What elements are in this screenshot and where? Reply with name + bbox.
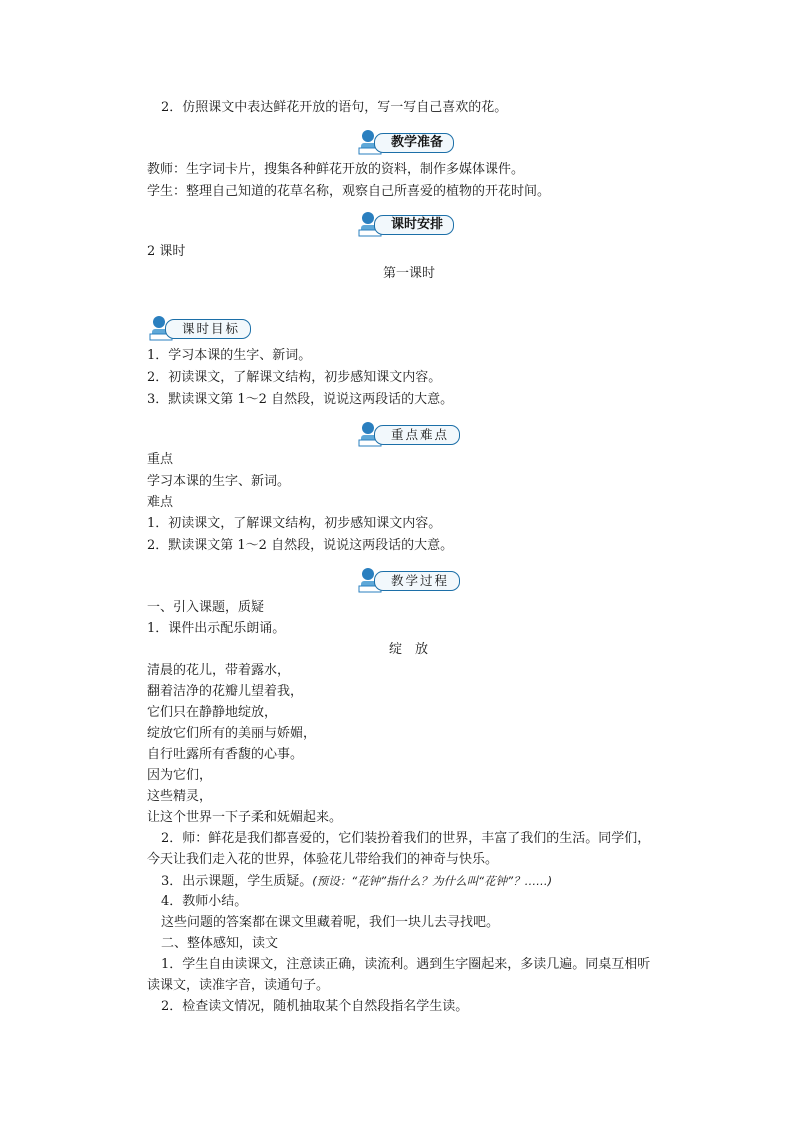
- poem-line: 让这个世界一下子柔和妩媚起来。: [147, 810, 343, 825]
- banner-keypoints-label: 重点难点: [374, 425, 460, 445]
- banner-goals-label: 课时目标: [165, 319, 251, 339]
- step-1-1: 1．课件出示配乐朗诵。: [147, 621, 286, 636]
- step-1-2a: 2．师：鲜花是我们都喜爱的，它们装扮着我们的世界，丰富了我们的生活。同学们，: [161, 831, 651, 846]
- step-1-4b: 这些问题的答案都在课文里藏着呢，我们一块儿去寻找吧。: [161, 915, 500, 930]
- banner-schedule-label: 课时安排: [374, 215, 454, 235]
- prep-teacher: 教师：生字词卡片，搜集各种鲜花开放的资料，制作多媒体课件。: [147, 162, 525, 177]
- key-body: 学习本课的生字、新词。: [147, 474, 291, 489]
- banner-process-label: 教学过程: [374, 571, 460, 591]
- poem-line: 清晨的花儿，带着露水，: [147, 663, 291, 678]
- diff-item-1: 1．初读课文，了解课文结构，初步感知课文内容。: [147, 516, 442, 531]
- diff-item-2: 2．默读课文第 1～2 自然段，说说这两段话的大意。: [147, 538, 454, 553]
- poem-title: 绽 放: [389, 642, 429, 657]
- poem-line: 因为它们，: [147, 768, 213, 783]
- step-1-4: 4．教师小结。: [161, 894, 248, 909]
- top-line: 2．仿照课文中表达鲜花开放的语句，写一写自己喜欢的花。: [161, 100, 508, 115]
- key-head: 重点: [147, 452, 174, 467]
- step-1-3-text: 3．出示课题，学生质疑。: [161, 874, 313, 889]
- poem-line: 绽放它们所有的美丽与娇媚，: [147, 726, 317, 741]
- prep-student: 学生：整理自己知道的花草名称，观察自己所喜爱的植物的开花时间。: [147, 184, 551, 199]
- step-1-3-note: (预设：“花钟”指什么？为什么叫“花钟”？……): [312, 874, 553, 888]
- goal-2: 2．初读课文，了解课文结构，初步感知课文内容。: [147, 370, 442, 385]
- goal-3: 3．默读课文第 1～2 自然段，说说这两段话的大意。: [147, 392, 454, 407]
- step-2-1a: 1．学生自由读课文，注意读正确，读流利。遇到生字圈起来，多读几遍。同桌互相听: [161, 957, 651, 972]
- step-1-3: [161, 872, 552, 891]
- step-2-2: 2．检查读文情况，随机抽取某个自然段指名学生读。: [161, 999, 469, 1014]
- schedule-first: 第一课时: [383, 266, 436, 281]
- schedule-hours: 2 课时: [147, 244, 186, 259]
- diff-head: 难点: [147, 495, 174, 510]
- banner-prep-label: 教学准备: [374, 133, 454, 153]
- poem-line: 自行吐露所有香馥的心事。: [147, 747, 304, 762]
- poem-line: 这些精灵，: [147, 789, 213, 804]
- step-2-1b: 读课文，读准字音，读通句子。: [147, 978, 330, 993]
- section-1-heading: 一、引入课题，质疑: [147, 600, 265, 615]
- step-1-2b: 今天让我们走入花的世界，体验花儿带给我们的神奇与快乐。: [147, 852, 499, 867]
- poem-line: 翻着洁净的花瓣儿望着我，: [147, 684, 304, 699]
- goal-1: 1．学习本课的生字、新词。: [147, 348, 312, 363]
- section-2-heading: 二、整体感知，读文: [161, 936, 279, 951]
- poem-line: 它们只在静静地绽放，: [147, 705, 278, 720]
